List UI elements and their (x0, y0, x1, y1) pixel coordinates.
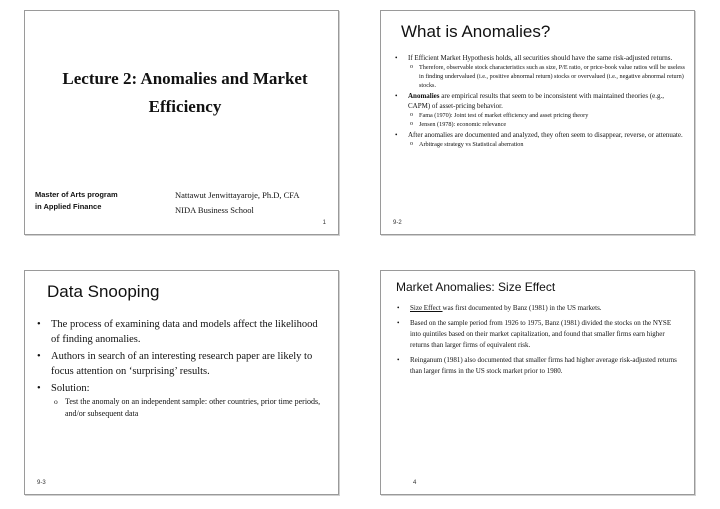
slide-2-body (395, 53, 685, 150)
author-name: Nattawut Jenwittayaroje, Ph.D, CFA (175, 190, 300, 200)
slide-4 (380, 270, 695, 495)
slide-2-title: What is Anomalies? (401, 22, 551, 41)
bullet: • Anomalies are empirical results that seem to be inconsistent with maintained theories (e.g., CAPM) of asset-pricing behavior. o Fama (1970): Joint test of market efficiency and asset pricing theory o Jensen (1978): economic relevance (395, 91, 685, 129)
slide-4-title: Market Anomalies: Size Effect (396, 280, 556, 294)
bullet: • Authors in search of an interesting research paper are likely to focus attention on ‘surprising’ results. (35, 349, 325, 379)
page-number: 9-3 (37, 480, 46, 486)
bullet: • Size Effect was first documented by Banz (1981) in the US markets. (395, 303, 683, 314)
anomalies-term: Anomalies (408, 92, 440, 100)
page-number: 4 (413, 480, 417, 486)
bullet: • After anomalies are documented and analyzed, they often seem to disappear, reverse, or attenuate. o Arbitrage strategy vs Statistical aberration (395, 130, 685, 149)
bullet: • The process of examining data and models affect the likelihood of finding anomalies. (35, 317, 325, 347)
sub-bullet: o Test the anomaly on an independent sample: other countries, prior time periods, and/or subsequent data (51, 396, 325, 419)
page-number: 9-2 (393, 220, 402, 226)
slide-1 (24, 10, 339, 235)
sub-bullet: o Arbitrage strategy vs Statistical aberration (408, 140, 685, 149)
page-number: 1 (322, 220, 326, 226)
sub-bullet: o Fama (1970): Joint test of market efficiency and asset pricing theory (408, 111, 685, 120)
program-line-2: in Applied Finance (35, 202, 102, 211)
slide-2 (380, 10, 695, 235)
bullet: • If Efficient Market Hypothesis holds, all securities should have the same risk-adjusted returns. o Therefore, observable stock characteristics such as size, P/E ratio, or price-book value ratios will be useless in finding undervalued (i.e., positive abnormal return) stocks or overvalued (i.e., negative abnormal return) stocks. (395, 53, 685, 90)
sub-bullet: o Therefore, observable stock characteristics such as size, P/E ratio, or price-book value ratios will be useless in finding undervalued (i.e., positive abnormal return) stocks or overvalued (i.e., negative abnormal return) stocks. (408, 63, 685, 90)
size-effect-term: Size Effect (410, 304, 443, 312)
program-name (35, 189, 155, 213)
slide-4-body (395, 303, 683, 381)
sub-bullet: o Jensen (1978): economic relevance (408, 120, 685, 129)
program-line-1: Master of Arts program (35, 190, 118, 199)
slide-3 (24, 270, 339, 495)
bullet: • Reinganum (1981) also documented that smaller firms had higher average risk-adjusted returns than larger firms in the US stock market prior to 1980. (395, 355, 683, 377)
slide-3-title: Data Snooping (47, 282, 160, 301)
slide-3-body (35, 317, 325, 421)
bullet: • Based on the sample period from 1926 to 1975, Banz (1981) divided the stocks on the NYSE into quintiles based on their market capitalization, and found that smaller firms earn higher returns than larger firms of equivalent risk. (395, 318, 683, 351)
slide-1-title: Lecture 2: Anomalies and Market Efficiency (62, 69, 308, 116)
bullet: • Solution: o Test the anomaly on an independent sample: other countries, prior time periods, and/or subsequent data (35, 381, 325, 419)
school-name: NIDA Business School (175, 205, 254, 215)
